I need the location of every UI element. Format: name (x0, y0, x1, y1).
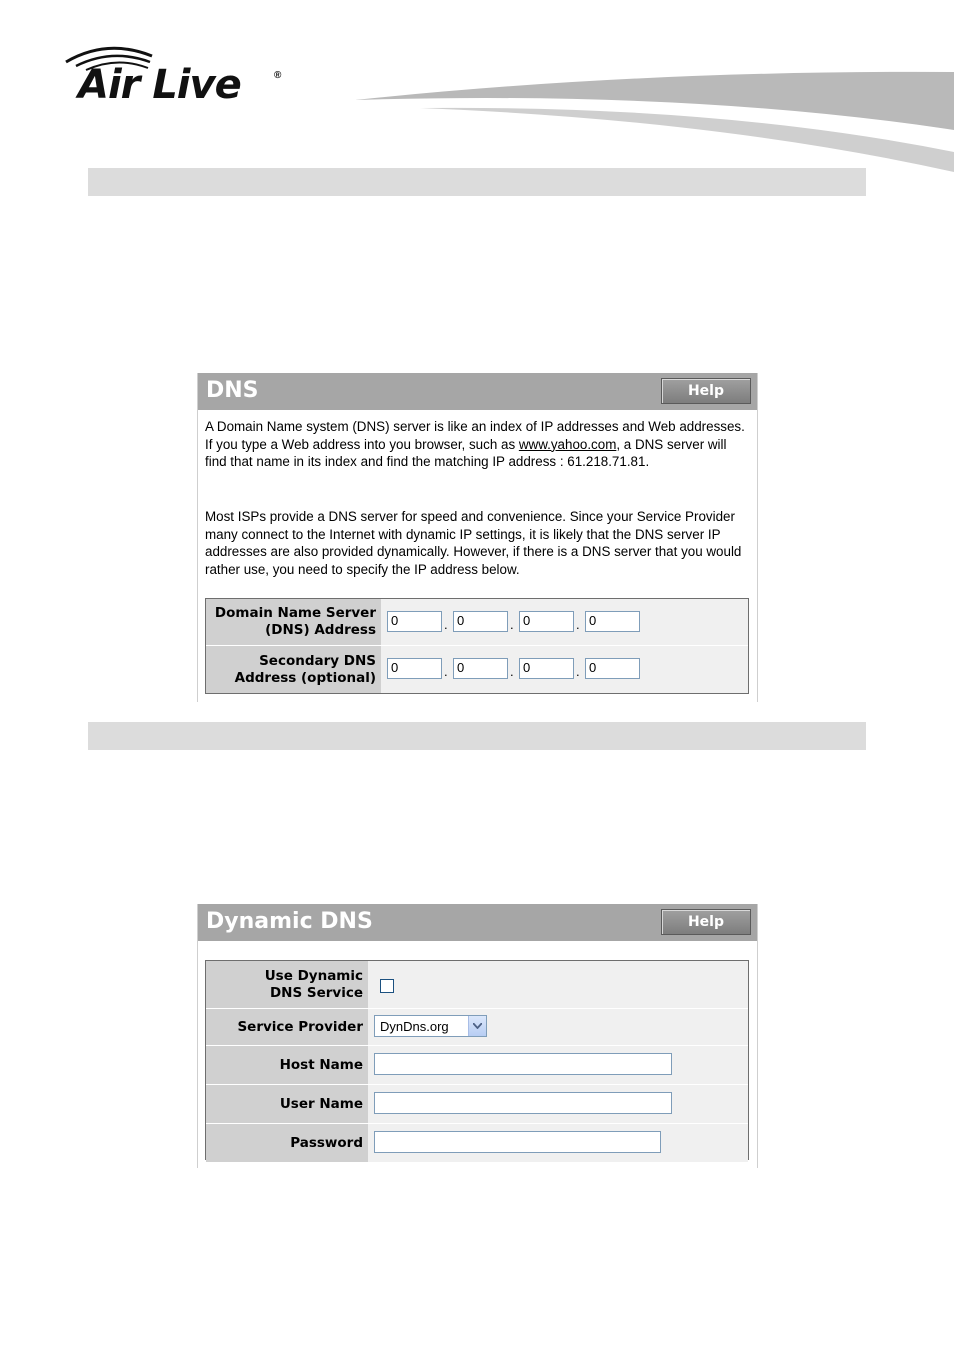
dns-desc-text: A Domain Name system (DNS) server is like an index of IP addresses and Web addresses. If you type a Web address into you browser, such as (205, 419, 745, 452)
octet-separator: . (576, 664, 580, 679)
octet-separator: . (510, 664, 514, 679)
dns-panel-header (198, 373, 757, 410)
dns-secondary-octet-2[interactable]: 0 (453, 658, 508, 679)
service-provider-value: DynDns.org (380, 1019, 449, 1034)
ddns-host-row (206, 1046, 748, 1085)
dns-primary-octet-1[interactable]: 0 (387, 611, 442, 632)
ddns-password-row (206, 1124, 748, 1162)
password-label: Password (206, 1124, 368, 1162)
dns-primary-octet-4[interactable]: 0 (585, 611, 640, 632)
dns-primary-octet-2[interactable]: 0 (453, 611, 508, 632)
dns-secondary-octet-3[interactable]: 0 (519, 658, 574, 679)
dns-panel-title: DNS (206, 378, 259, 403)
host-name-label: Host Name (206, 1046, 368, 1084)
section-bar-ddns (88, 722, 866, 750)
octet-separator: . (576, 617, 580, 632)
ddns-provider-row (206, 1009, 748, 1046)
use-ddns-label: Use Dynamic DNS Service (206, 961, 368, 1008)
header-swoosh-icon (340, 60, 954, 180)
use-ddns-checkbox[interactable] (380, 979, 394, 993)
airlive-logo (62, 40, 302, 110)
dns-secondary-row (206, 646, 748, 693)
ddns-panel (197, 904, 758, 1168)
ddns-panel-header (198, 904, 757, 941)
service-provider-select[interactable] (374, 1015, 487, 1037)
dns-panel (197, 373, 758, 702)
user-name-input[interactable] (374, 1092, 672, 1114)
dns-primary-octet-3[interactable]: 0 (519, 611, 574, 632)
yahoo-link[interactable]: www.yahoo.com (518, 436, 617, 452)
logo-text: Air Live (78, 62, 241, 108)
ddns-form-table (205, 960, 749, 1160)
user-name-label: User Name (206, 1085, 368, 1123)
dns-form-table (205, 598, 749, 694)
dns-secondary-octet-4[interactable]: 0 (585, 658, 640, 679)
dns-description-1 (205, 418, 745, 471)
service-provider-label: Service Provider (206, 1009, 368, 1045)
dns-primary-label: Domain Name Server (DNS) Address (206, 599, 381, 645)
ddns-help-button[interactable]: Help (661, 909, 751, 935)
octet-separator: . (444, 617, 448, 632)
registered-mark: ® (274, 70, 282, 81)
host-name-input[interactable] (374, 1053, 672, 1075)
dns-description-2: Most ISPs provide a DNS server for speed and convenience. Since your Service Provider many connect to the Internet with dynamic IP settings, it is likely that the DNS server IP addresses are also provided dynamically. However, if there is a DNS server that you would rather use, you need to specify the IP address below. (205, 509, 742, 577)
dns-secondary-label: Secondary DNS Address (optional) (206, 646, 381, 693)
octet-separator: . (510, 617, 514, 632)
dns-primary-row (206, 599, 748, 646)
ddns-user-row (206, 1085, 748, 1124)
ddns-panel-title: Dynamic DNS (206, 909, 373, 934)
dns-help-button[interactable]: Help (661, 378, 751, 404)
ddns-use-row (206, 961, 748, 1009)
dns-secondary-octet-1[interactable]: 0 (387, 658, 442, 679)
dns-desc-text-2: , a DNS server will find that name in its index and find the matching IP address : 61.218.71.81. (205, 436, 727, 469)
section-bar-dns (88, 168, 866, 196)
octet-separator: . (444, 664, 448, 679)
password-input[interactable] (374, 1131, 661, 1153)
chevron-down-icon[interactable] (468, 1016, 486, 1036)
